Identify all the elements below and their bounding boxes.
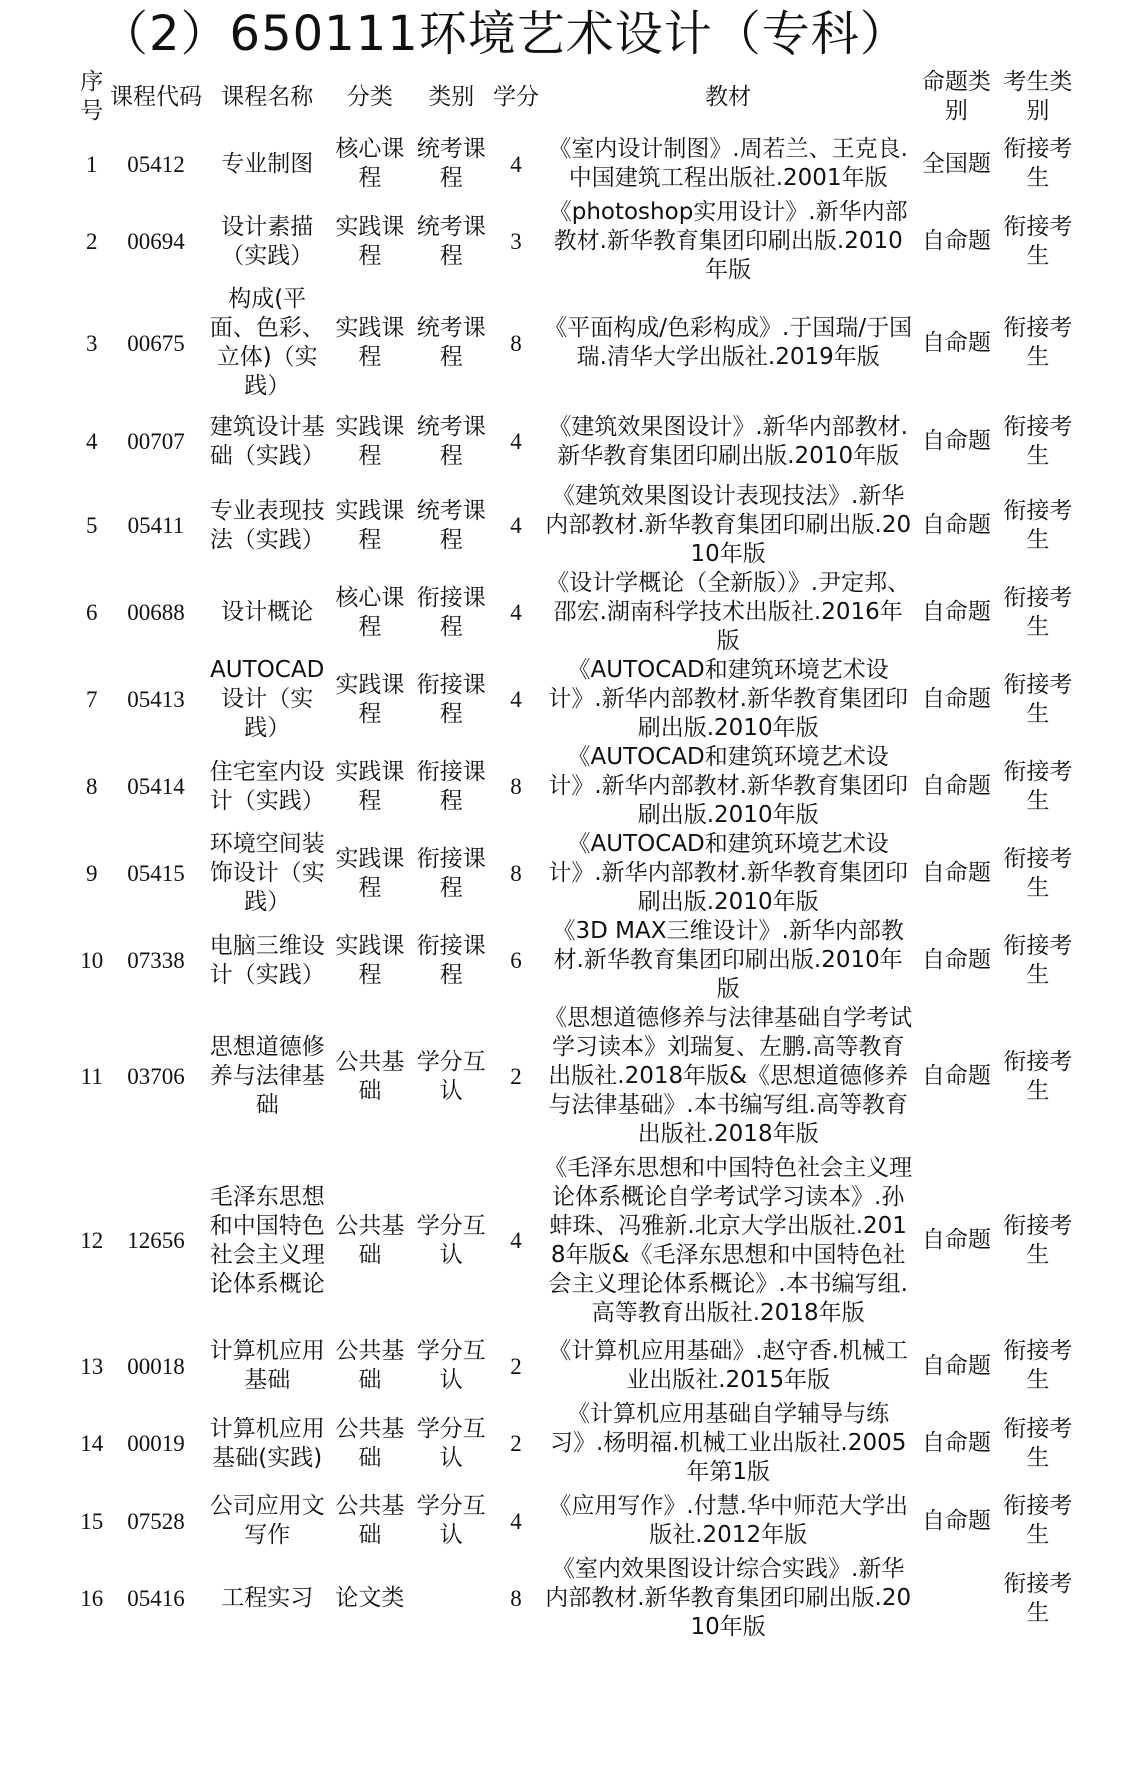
cell-seq: 16 [80,1586,104,1611]
cell-category: 学分互认 [416,1212,486,1268]
cell-candidate-type: 衔接考生 [1003,758,1073,814]
cell-classification: 实践课程 [335,758,405,814]
cell-candidate-type: 衔接考生 [1003,671,1073,727]
cell-credits: 2 [510,1064,522,1089]
cell-exam-type: 全国题 [921,150,991,177]
cell-code: 03706 [127,1064,185,1089]
cell-code: 00688 [127,600,185,625]
cell-category: 衔接课程 [416,584,486,640]
cell-textbook: 《3D MAX三维设计》.新华内部教材.新华教育集团印刷出版.2010年版 [552,918,904,1002]
cell-textbook: 《思想道德修养与法律基础自学考试学习读本》刘瑞复、左鹏.高等教育出版社.2018年版&《思想道德修养与法律基础》.本书编写组.高等教育出版社.2018年版 [544,1005,913,1147]
cell-textbook: 《室内设计制图》.周若兰、王克良.中国建筑工程出版社.2001年版 [548,136,908,191]
cell-candidate-type: 衔接考生 [1003,584,1073,640]
cell-exam-type: 自命题 [921,329,991,356]
cell-code: 00018 [127,1353,185,1379]
cell-exam-type: 自命题 [921,1430,991,1456]
cell-candidate-type: 衔接考生 [1003,136,1073,191]
cell-credits: 8 [510,774,522,799]
cell-code: 05414 [127,774,185,799]
cell-seq: 1 [86,151,98,177]
cell-exam-type: 自命题 [921,773,991,799]
table-row [78,569,1078,656]
cell-classification: 实践课程 [335,932,405,988]
cell-textbook: 《平面构成/色彩构成》.于国瑞/于国瑞.清华大学出版社.2019年版 [544,315,913,370]
cell-category: 统考课程 [416,136,486,191]
cell-classification: 实践课程 [335,413,405,469]
page-title: （2）650111环境艺术设计（专科） [100,6,909,62]
cell-seq: 11 [80,1064,103,1089]
cell-code: 05413 [127,687,185,712]
cell-course-name: 环境空间装饰设计（实践） [209,831,325,915]
cell-course-name: 电脑三维设计（实践） [209,932,325,988]
cell-credits: 4 [510,687,522,712]
cell-textbook: 《建筑效果图设计》.新华内部教材.新华教育集团印刷出版.2010年版 [548,413,908,469]
table-body [78,130,1078,1642]
cell-code: 00675 [127,330,185,356]
cell-classification: 实践课程 [335,845,405,901]
cell-exam-type: 自命题 [921,1507,991,1534]
cell-code: 07338 [127,948,185,973]
cell-code: 05412 [127,151,185,177]
cell-exam-type: 自命题 [921,428,991,454]
cell-textbook: 《AUTOCAD和建筑环境艺术设计》.新华内部教材.新华教育集团印刷出版.2010年版 [548,657,908,741]
cell-credits: 6 [510,948,522,973]
cell-credits: 4 [510,600,522,625]
table-row [78,1555,1078,1642]
cell-course-name: 专业表现技法（实践） [209,497,325,553]
cell-seq: 12 [80,1228,104,1253]
header-textbook: 教材 [705,83,752,110]
cell-category: 衔接课程 [416,671,486,727]
cell-category: 衔接课程 [416,932,486,988]
cell-credits: 3 [510,229,522,254]
cell-seq: 14 [80,1431,104,1456]
course-table [78,64,1078,1642]
cell-seq: 8 [86,774,98,799]
cell-category: 衔接课程 [416,758,486,814]
cell-candidate-type: 衔接考生 [1003,1415,1073,1471]
cell-seq: 7 [86,687,98,712]
table-row [78,1400,1078,1487]
cell-classification: 公共基础 [335,1212,405,1268]
cell-classification: 公共基础 [335,1338,405,1393]
cell-code: 00019 [127,1431,185,1456]
cell-candidate-type: 衔接考生 [1003,845,1073,901]
header-name: 课程名称 [221,83,314,110]
cell-course-name: 住宅室内设计（实践） [209,758,325,814]
cell-candidate-type: 衔接考生 [1003,213,1073,269]
cell-textbook: 《计算机应用基础自学辅导与练习》.杨明福.机械工业出版社.2005年第1版 [549,1401,907,1485]
cell-exam-type: 自命题 [921,1063,991,1089]
cell-credits: 2 [510,1431,522,1456]
cell-course-name: 计算机应用基础 [209,1338,325,1393]
cell-seq: 13 [80,1353,104,1379]
table-row [78,482,1078,569]
cell-credits: 4 [510,429,522,454]
header-category: 类别 [428,83,475,110]
table-row [78,830,1078,917]
cell-course-name: 构成(平面、色彩、立体)（实践） [209,286,325,399]
cell-exam-type: 自命题 [921,1352,991,1379]
cell-course-name: 思想道德修养与法律基础 [209,1034,325,1118]
cell-code: 05416 [127,1586,185,1611]
cell-credits: 8 [510,330,522,356]
cell-course-name: 设计概论 [221,599,314,625]
table-row [78,917,1078,1004]
cell-category: 统考课程 [416,213,486,269]
cell-seq: 5 [86,513,98,538]
cell-code: 07528 [127,1508,185,1534]
cell-classification: 论文类 [335,1585,405,1611]
header-code: 课程代码 [109,83,202,110]
cell-candidate-type: 衔接考生 [1003,1048,1073,1104]
cell-course-name: 计算机应用基础(实践) [209,1415,325,1471]
header-credits: 学分 [493,83,540,110]
cell-classification: 实践课程 [335,497,405,553]
cell-credits: 8 [510,861,522,886]
cell-textbook: 《应用写作》.付慧.华中师范大学出版社.2012年版 [548,1493,908,1548]
cell-credits: 4 [510,1228,522,1253]
cell-credits: 2 [510,1353,522,1379]
header-candidate-type: 考生类别 [1003,69,1073,124]
cell-candidate-type: 衔接考生 [1003,497,1073,553]
cell-classification: 实践课程 [335,213,405,269]
cell-credits: 4 [510,513,522,538]
table-row [78,1487,1078,1555]
cell-candidate-type: 衔接考生 [1003,932,1073,988]
cell-candidate-type: 衔接考生 [1003,413,1073,469]
cell-exam-type: 自命题 [921,686,991,712]
cell-seq: 6 [86,600,98,625]
table-row [78,401,1078,482]
cell-seq: 3 [86,330,98,356]
header-seq: 序号 [80,69,104,124]
cell-seq: 10 [80,948,104,973]
cell-classification: 公共基础 [335,1493,405,1548]
table-row [78,1004,1078,1149]
cell-exam-type: 自命题 [921,512,991,538]
cell-code: 05411 [127,513,185,538]
table-row [78,130,1078,198]
cell-candidate-type: 衔接考生 [1003,315,1073,370]
cell-credits: 4 [510,1508,522,1534]
cell-category: 统考课程 [416,497,486,553]
cell-exam-type: 自命题 [921,860,991,886]
cell-exam-type: 自命题 [921,599,991,625]
cell-category: 衔接课程 [416,845,486,901]
cell-textbook: 《AUTOCAD和建筑环境艺术设计》.新华内部教材.新华教育集团印刷出版.2010年版 [548,831,908,915]
cell-classification: 核心课程 [335,136,405,191]
cell-course-name: 建筑设计基础（实践） [209,413,325,469]
cell-course-name: 专业制图 [221,150,314,177]
cell-course-name: 毛泽东思想和中国特色社会主义理论体系概论 [209,1183,325,1297]
cell-candidate-type: 衔接考生 [1003,1570,1073,1626]
cell-exam-type: 自命题 [921,947,991,973]
cell-code: 00707 [127,429,185,454]
cell-code: 12656 [127,1228,185,1253]
cell-textbook: 《设计学概论（全新版）》.尹定邦、邵宏.湖南科学技术出版社.2016年版 [546,570,911,654]
table-row [78,1149,1078,1332]
cell-seq: 9 [86,861,98,886]
cell-textbook: 《AUTOCAD和建筑环境艺术设计》.新华内部教材.新华教育集团印刷出版.2010年版 [548,744,908,828]
cell-classification: 实践课程 [335,315,405,370]
cell-classification: 实践课程 [335,671,405,727]
header-row [78,64,1078,130]
cell-textbook: 《计算机应用基础》.赵守香.机械工业出版社.2015年版 [548,1338,908,1393]
cell-seq: 2 [86,229,98,254]
table-row [78,656,1078,743]
cell-category: 统考课程 [416,413,486,469]
header-classification: 分类 [346,83,393,110]
cell-textbook: 《建筑效果图设计表现技法》.新华内部教材.新华教育集团印刷出版.2010年版 [545,483,912,567]
cell-exam-type: 自命题 [921,228,991,254]
cell-category: 学分互认 [416,1415,486,1471]
cell-course-name: AUTOCAD设计（实践） [210,657,325,741]
cell-textbook: 《室内效果图设计综合实践》.新华内部教材.新华教育集团印刷出版.2010年版 [545,1556,912,1640]
cell-classification: 公共基础 [335,1048,405,1104]
cell-credits: 8 [510,1586,522,1611]
cell-category: 学分互认 [416,1493,486,1548]
cell-seq: 4 [86,429,98,454]
cell-candidate-type: 衔接考生 [1003,1338,1073,1393]
cell-category [412,1555,491,1642]
cell-textbook: 《photoshop实用设计》.新华内部教材.新华教育集团印刷出版.2010年版 [548,199,908,283]
cell-seq: 15 [80,1508,104,1534]
cell-credits: 4 [510,151,522,177]
table-header [78,64,1078,130]
table-row [78,1332,1078,1400]
header-exam-type: 命题类别 [921,69,991,124]
cell-candidate-type: 衔接考生 [1003,1493,1073,1548]
cell-course-name: 公司应用文写作 [209,1493,325,1548]
table-row [78,743,1078,830]
cell-code: 05415 [127,861,185,886]
cell-course-name: 设计素描（实践） [221,213,314,269]
cell-classification: 核心课程 [335,584,405,640]
cell-category: 学分互认 [416,1338,486,1393]
cell-category: 学分互认 [416,1048,486,1104]
table-row [78,198,1078,285]
cell-exam-type: 自命题 [921,1227,991,1253]
cell-category: 统考课程 [416,315,486,370]
cell-code: 00694 [127,229,185,254]
table-row [78,285,1078,401]
cell-textbook: 《毛泽东思想和中国特色社会主义理论体系概论自学考试学习读本》.孙蚌珠、冯雅新.北京大学出版社.2018年版&《毛泽东思想和中国特色社会主义理论体系概论》.本书编写组.高等教育出版社.2018年版 [544,1154,913,1326]
cell-classification: 公共基础 [335,1415,405,1471]
cell-candidate-type: 衔接考生 [1003,1212,1073,1268]
cell-exam-type [915,1555,998,1642]
cell-course-name: 工程实习 [221,1585,314,1611]
